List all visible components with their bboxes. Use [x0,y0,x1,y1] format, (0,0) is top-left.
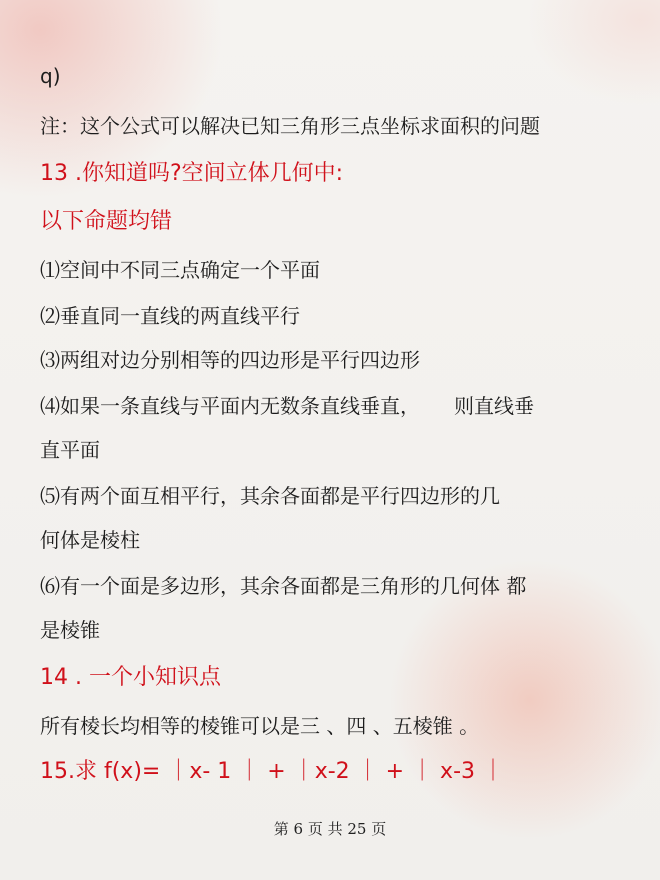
proposition-4-continued: 直平面 [40,438,100,462]
proposition-1: ⑴空间中不同三点确定一个平面 [40,258,320,282]
knowledge-point: 所有棱长均相等的棱锥可以是三 、四 、五棱锥 。 [40,714,480,738]
proposition-3: ⑶两组对边分别相等的四边形是平行四边形 [40,348,420,372]
proposition-2: ⑵垂直同一直线的两直线平行 [40,304,300,328]
heading-all-wrong: 以下命题均错 [40,209,173,234]
heading-15: 15.求 f(x)= ｜x- 1 ｜ + ｜x-2 ｜ + ｜ x-3 ｜ [40,759,505,784]
proposition-5: ⑸有两个面互相平行，其余各面都是平行四边形的几 [40,484,500,508]
heading-13: 13 .你知道吗?空间立体几何中: [40,161,344,186]
text-line-q: q) [40,64,61,88]
heading-14: 14 . 一个小知识点 [40,665,221,690]
proposition-4-part-1: ⑷如果一条直线与平面内无数条直线垂直， [40,394,420,418]
proposition-4-part-2: 则直线垂 [454,394,534,418]
proposition-6: ⑹有一个面是多边形，其余各面都是三角形的几何体 都 [40,574,527,598]
proposition-5-continued: 何体是棱柱 [40,528,140,552]
page-footer: 第 6 页 共 25 页 [273,820,387,838]
note-line: 注：这个公式可以解决已知三角形三点坐标求面积的问题 [40,114,540,138]
proposition-4 [40,392,534,420]
proposition-6-continued: 是棱锥 [40,618,100,642]
